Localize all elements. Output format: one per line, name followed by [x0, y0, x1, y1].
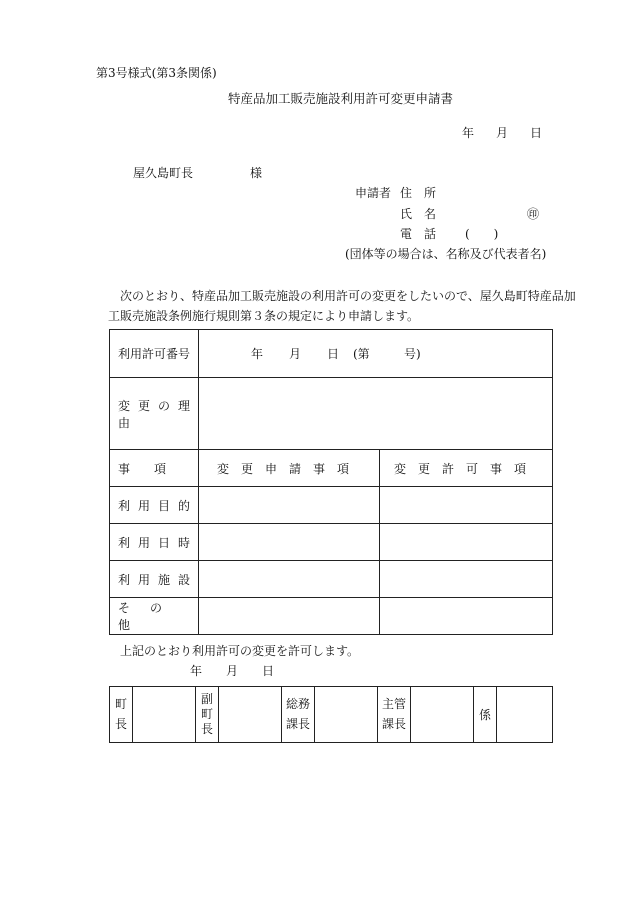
permit-number-row — [110, 330, 553, 378]
address-label: 住 所 — [400, 186, 437, 200]
stamp-staff-box — [497, 687, 553, 743]
page-title: 特産品加工販売施設利用許可変更申請書 — [228, 91, 454, 106]
row-facility-request — [199, 561, 380, 598]
row-label-facility: 利用施設 — [110, 561, 199, 598]
approval-day: 日 — [262, 664, 275, 678]
stamp-general-box — [315, 687, 378, 743]
row-purpose-permit — [380, 487, 553, 524]
row-datetime-request — [199, 524, 380, 561]
stamp-general-label — [282, 687, 315, 743]
stamp-chief-line-2: 課長 — [381, 716, 406, 731]
header-item: 事 項 — [110, 450, 199, 487]
stamp-general-line-2: 課長 — [285, 716, 310, 731]
seal-mark: ㊞ — [527, 207, 540, 221]
stamp-table — [109, 686, 553, 743]
date-month: 月 — [496, 126, 509, 140]
name-label: 氏 名 — [400, 207, 437, 221]
table-row — [110, 524, 553, 561]
permit-no-close: 号) — [404, 346, 421, 361]
applicant-label: 申請者 — [355, 186, 392, 200]
application-table — [109, 329, 553, 635]
stamp-deputy-char-3: 長 — [200, 722, 213, 736]
row-purpose-request — [199, 487, 380, 524]
reason-row — [110, 378, 553, 450]
stamp-general-line-1: 総務 — [285, 697, 310, 712]
stamp-chief-box — [411, 687, 474, 743]
header-request: 変更申請事項 — [199, 450, 380, 487]
date-year: 年 — [462, 126, 475, 140]
header-row — [110, 450, 553, 487]
approval-year: 年 — [190, 664, 203, 678]
row-other-permit — [380, 598, 553, 635]
row-facility-permit — [380, 561, 553, 598]
applicant-note: (団体等の場合は、名称及び代表者名) — [345, 247, 547, 261]
stamp-mayor-box — [133, 687, 196, 743]
stamp-deputy-box — [219, 687, 282, 743]
header-permit: 変更許可事項 — [380, 450, 553, 487]
phone-label: 電 話 — [400, 227, 437, 241]
phone-parens: ( ) — [465, 227, 499, 241]
row-datetime-permit — [380, 524, 553, 561]
permit-year: 年 — [251, 346, 264, 361]
stamp-staff-label: 係 — [474, 687, 497, 743]
form-number: 第3号様式(第3条関係) — [96, 66, 217, 80]
stamp-deputy-label — [196, 687, 219, 743]
body-line-1: 次のとおり、特産品加工販売施設の利用許可の変更をしたいので、屋久島町特産品加 — [120, 289, 576, 303]
row-label-other: その他 — [110, 598, 199, 635]
stamp-mayor-char-1: 町 — [114, 697, 127, 712]
permit-no-open: (第 — [353, 346, 370, 361]
stamp-mayor-char-2: 長 — [114, 716, 127, 731]
approval-text: 上記のとおり利用許可の変更を許可します。 — [120, 644, 360, 658]
permit-number-value — [199, 330, 553, 378]
stamp-chief-label — [378, 687, 411, 743]
stamp-deputy-char-2: 町 — [200, 707, 213, 721]
permit-day: 日 — [327, 346, 340, 361]
stamp-mayor-label — [110, 687, 133, 743]
stamp-chief-line-1: 主管 — [381, 697, 406, 712]
approval-month: 月 — [226, 664, 239, 678]
row-label-purpose: 利用目的 — [110, 487, 199, 524]
permit-month: 月 — [289, 346, 302, 361]
stamp-deputy-char-1: 副 — [200, 692, 213, 706]
table-row — [110, 487, 553, 524]
table-row — [110, 561, 553, 598]
addressee-name: 屋久島町長 — [133, 166, 194, 180]
row-other-request — [199, 598, 380, 635]
date-day: 日 — [530, 126, 543, 140]
reason-value — [199, 378, 553, 450]
reason-label: 変更の理由 — [110, 378, 199, 450]
permit-number-label: 利用許可番号 — [110, 330, 199, 378]
body-line-2: 工販売施設条例施行規則第３条の規定により申請します。 — [108, 309, 420, 323]
row-label-datetime: 利用日時 — [110, 524, 199, 561]
addressee-honorific: 様 — [250, 166, 263, 180]
table-row — [110, 598, 553, 635]
